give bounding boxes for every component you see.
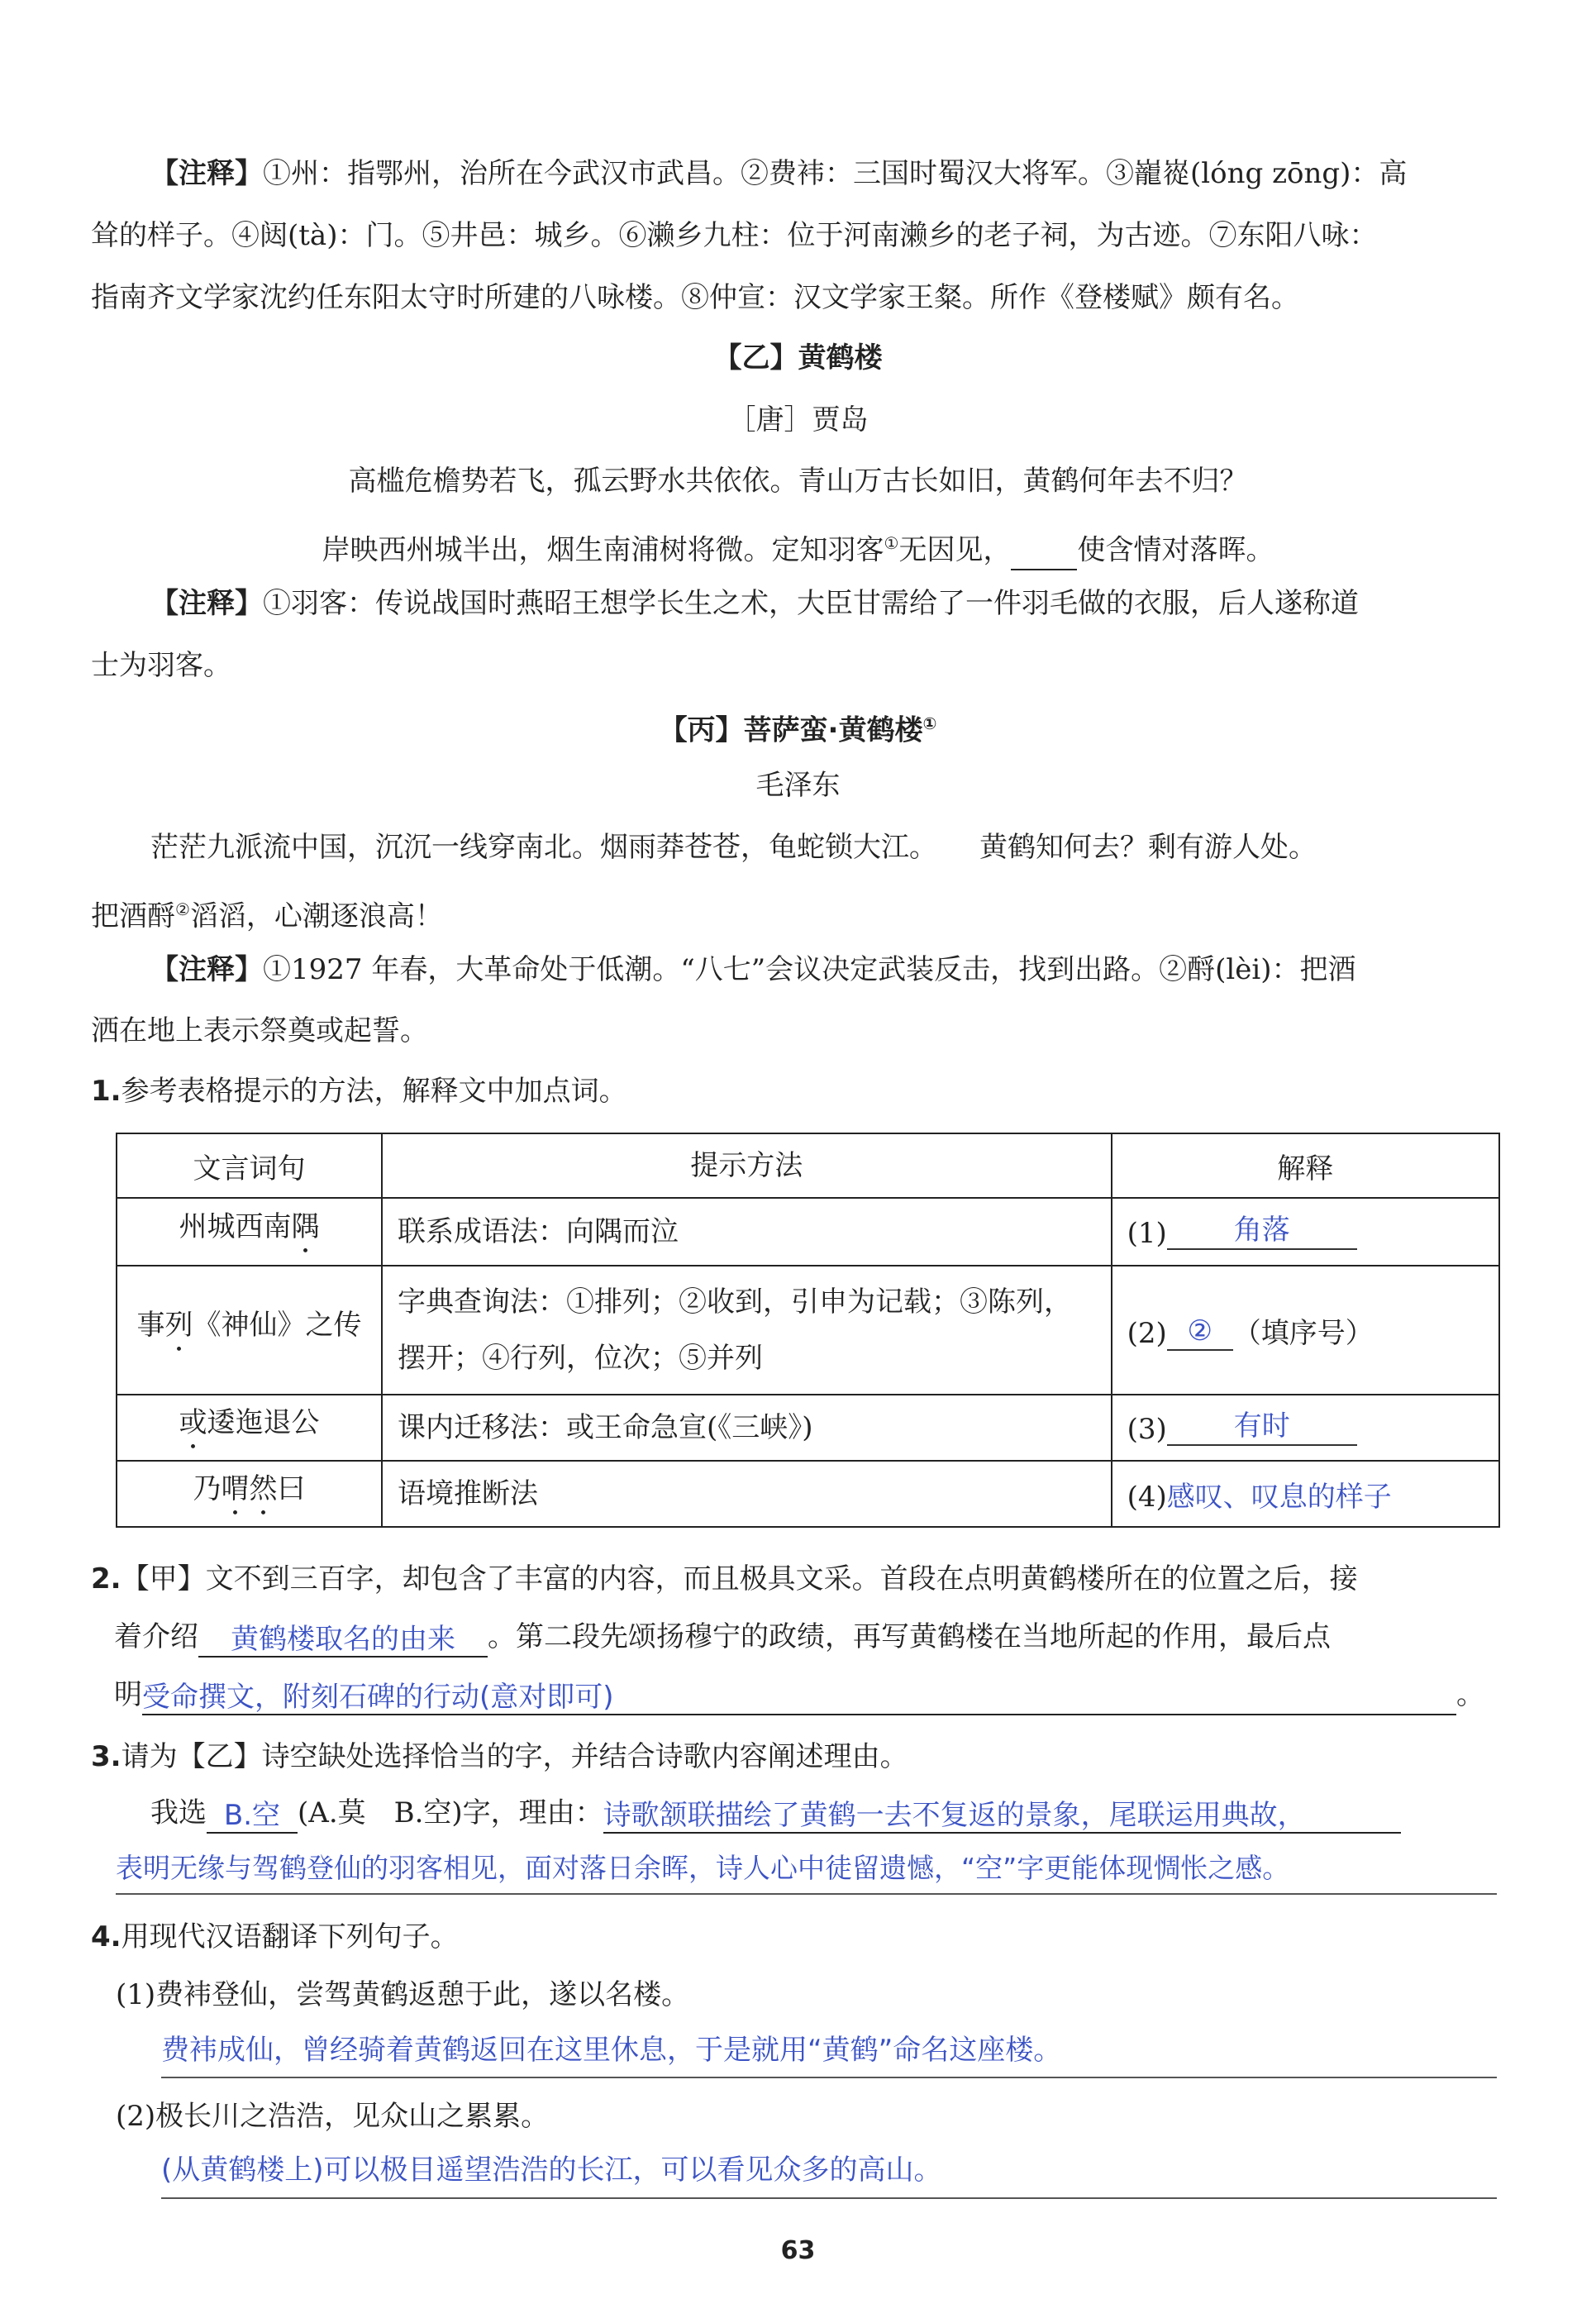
table-row bbox=[117, 1395, 1499, 1461]
table-header-row bbox=[117, 1133, 1499, 1198]
poem-yi-note2: 士为羽客。 bbox=[91, 649, 231, 682]
answer-cell: (4)感叹、叹息的样子 bbox=[1112, 1461, 1499, 1527]
q3-reason-2[interactable]: 表明无缘与驾鹤登仙的羽客相见，面对落日余晖，诗人心中徒留遗憾，“空”字更能体现惆怅之感。 bbox=[116, 1852, 1290, 1884]
q4-sentence1: (1)费袆登仙，尝驾黄鹤返憩于此，遂以名楼。 bbox=[116, 1978, 690, 2011]
q3-reason-1[interactable]: 诗歌颔联描绘了黄鹤一去不复返的景象，尾联运用典故， bbox=[603, 1799, 1401, 1834]
q4-underline1 bbox=[161, 2077, 1497, 2078]
q3-prompt: 3.请为【乙】诗空缺处选择恰当的字，并结合诗歌内容阐述理由。 bbox=[91, 1740, 908, 1773]
note-jia-line3: 指南齐文学家沈约任东阳太守时所建的八咏楼。⑧仲宣：汉文学家王粲。所作《登楼赋》颇有名。 bbox=[91, 281, 1299, 314]
answer-cell: (2) ② （填序号） bbox=[1112, 1266, 1499, 1395]
phrase-cell: 州城西南隅 bbox=[117, 1198, 382, 1266]
q1-prompt: 1.参考表格提示的方法，解释文中加点词。 bbox=[91, 1075, 627, 1108]
answer-cell: (1) 角落 bbox=[1112, 1198, 1499, 1266]
q4-prompt: 4.用现代汉语翻译下列句子。 bbox=[91, 1920, 459, 1953]
q2-answer2[interactable]: 受命撰文，附刻石碑的行动(意对即可) bbox=[142, 1681, 1456, 1715]
q3-underline bbox=[116, 1893, 1497, 1895]
q2-answer1[interactable]: 黄鹤楼取名的由来 bbox=[198, 1623, 488, 1658]
page-number: 63 bbox=[780, 2236, 816, 2265]
table-row bbox=[117, 1198, 1499, 1266]
table-header: 文言词句 bbox=[117, 1133, 382, 1198]
q2-line2: 着介绍 黄鹤楼取名的由来 。第二段先颂扬穆宁的政绩，再写黄鹤楼在当地所起的作用，最后点 bbox=[114, 1620, 1331, 1656]
method-cell: 课内迁移法：或王命急宣(《三峡》) bbox=[382, 1395, 1112, 1461]
poem-bing-note1: 【注释】①1927 年春，大革命处于低潮。“八七”会议决定武装反击，找到出路。②酹(lèi)：把酒 bbox=[150, 953, 1356, 986]
q3-answer-line1: 我选 B.空 (A.莫 B.空)字，理由：诗歌颔联描绘了黄鹤一去不复返的景象，尾联运用典故， bbox=[91, 1792, 1497, 1834]
table-header: 解释 bbox=[1112, 1133, 1499, 1198]
note-jia-line2: 耸的样子。④闼(tà)：门。⑤井邑：城乡。⑥濑乡九柱：位于河南濑乡的老子祠，为古迹。⑦东阳八咏： bbox=[91, 219, 1378, 252]
phrase-cell: 事列《神仙》之传 bbox=[117, 1266, 382, 1395]
poem-yi-author: ［唐］贾岛 bbox=[727, 403, 869, 436]
note-jia-line1: 【注释】①州：指鄂州，治所在今武汉市武昌。②费袆：三国时蜀汉大将军。③巃嵸(lóng zōng)：高 bbox=[150, 157, 1408, 190]
phrase-cell: 乃喟然曰 bbox=[117, 1461, 382, 1527]
poem-yi-line2: 岸映西州城半出，烟生南浦树将微。定知羽客①无因见， 使含情对落晖。 bbox=[0, 522, 1596, 570]
table-row bbox=[117, 1461, 1499, 1527]
answer-cell: (3) 有时 bbox=[1112, 1395, 1499, 1461]
q3-answer-line2 bbox=[116, 1848, 1497, 1889]
poem-bing-note2: 洒在地上表示祭奠或起誓。 bbox=[91, 1014, 428, 1047]
q2-line1: 2.【甲】文不到三百字，却包含了丰富的内容，而且极具文采。首段在点明黄鹤楼所在的位置之后，接 bbox=[91, 1562, 1358, 1596]
answer-blank-2[interactable]: ② bbox=[1167, 1314, 1233, 1351]
poem-bing-line2: 把酒酹②滔滔，心潮逐浪高！ bbox=[91, 899, 443, 933]
q4-underline2 bbox=[161, 2197, 1497, 2199]
q2-line3: 明受命撰文，附刻石碑的行动(意对即可) 。 bbox=[114, 1678, 1484, 1714]
answer-blank-1[interactable]: 角落 bbox=[1167, 1214, 1357, 1250]
method-cell: 联系成语法：向隅而泣 bbox=[382, 1198, 1112, 1266]
poem-yi-title: 【乙】黄鹤楼 bbox=[713, 341, 883, 374]
poem-yi-blank bbox=[1011, 536, 1077, 570]
q4-answer1[interactable]: 费袆成仙，曾经骑着黄鹤返回在这里休息，于是就用“黄鹤”命名这座楼。 bbox=[161, 2034, 1062, 2067]
table-row bbox=[117, 1266, 1499, 1395]
q4-answer2[interactable]: (从黄鹤楼上)可以极目遥望浩浩的长江，可以看见众多的高山。 bbox=[161, 2154, 942, 2187]
poem-yi-line1: 高槛危檐势若飞，孤云野水共依依。青山万古长如旧，黄鹤何年去不归？ bbox=[348, 465, 1248, 498]
q3-choice[interactable]: B.空 bbox=[207, 1799, 298, 1834]
answer-blank-3[interactable]: 有时 bbox=[1167, 1410, 1357, 1446]
poem-bing-title: 【丙】菩萨蛮·黄鹤楼① bbox=[659, 713, 937, 747]
poem-yi-note1: 【注释】①羽客：传说战国时燕昭王想学长生之术，大臣甘需给了一件羽毛做的衣服，后人遂称道 bbox=[150, 587, 1359, 620]
table-header: 提示方法 bbox=[382, 1133, 1112, 1198]
method-cell: 语境推断法 bbox=[382, 1461, 1112, 1527]
answer-blank-4[interactable]: 感叹、叹息的样子 bbox=[1166, 1480, 1392, 1514]
phrase-cell: 或逶迤退公 bbox=[117, 1395, 382, 1461]
q1-table bbox=[116, 1133, 1500, 1528]
poem-bing-author: 毛泽东 bbox=[755, 769, 841, 802]
poem-bing-line1: 茫茫九派流中国，沉沉一线穿南北。烟雨莽苍苍，龟蛇锁大江。 黄鹤知何去？剩有游人处。 bbox=[150, 831, 1317, 864]
q4-sentence2: (2)极长川之浩浩，见众山之累累。 bbox=[116, 2100, 550, 2133]
method-cell: 字典查询法：①排列；②收到，引申为记载；③陈列，摆开；④行列，位次；⑤并列 bbox=[382, 1266, 1112, 1395]
